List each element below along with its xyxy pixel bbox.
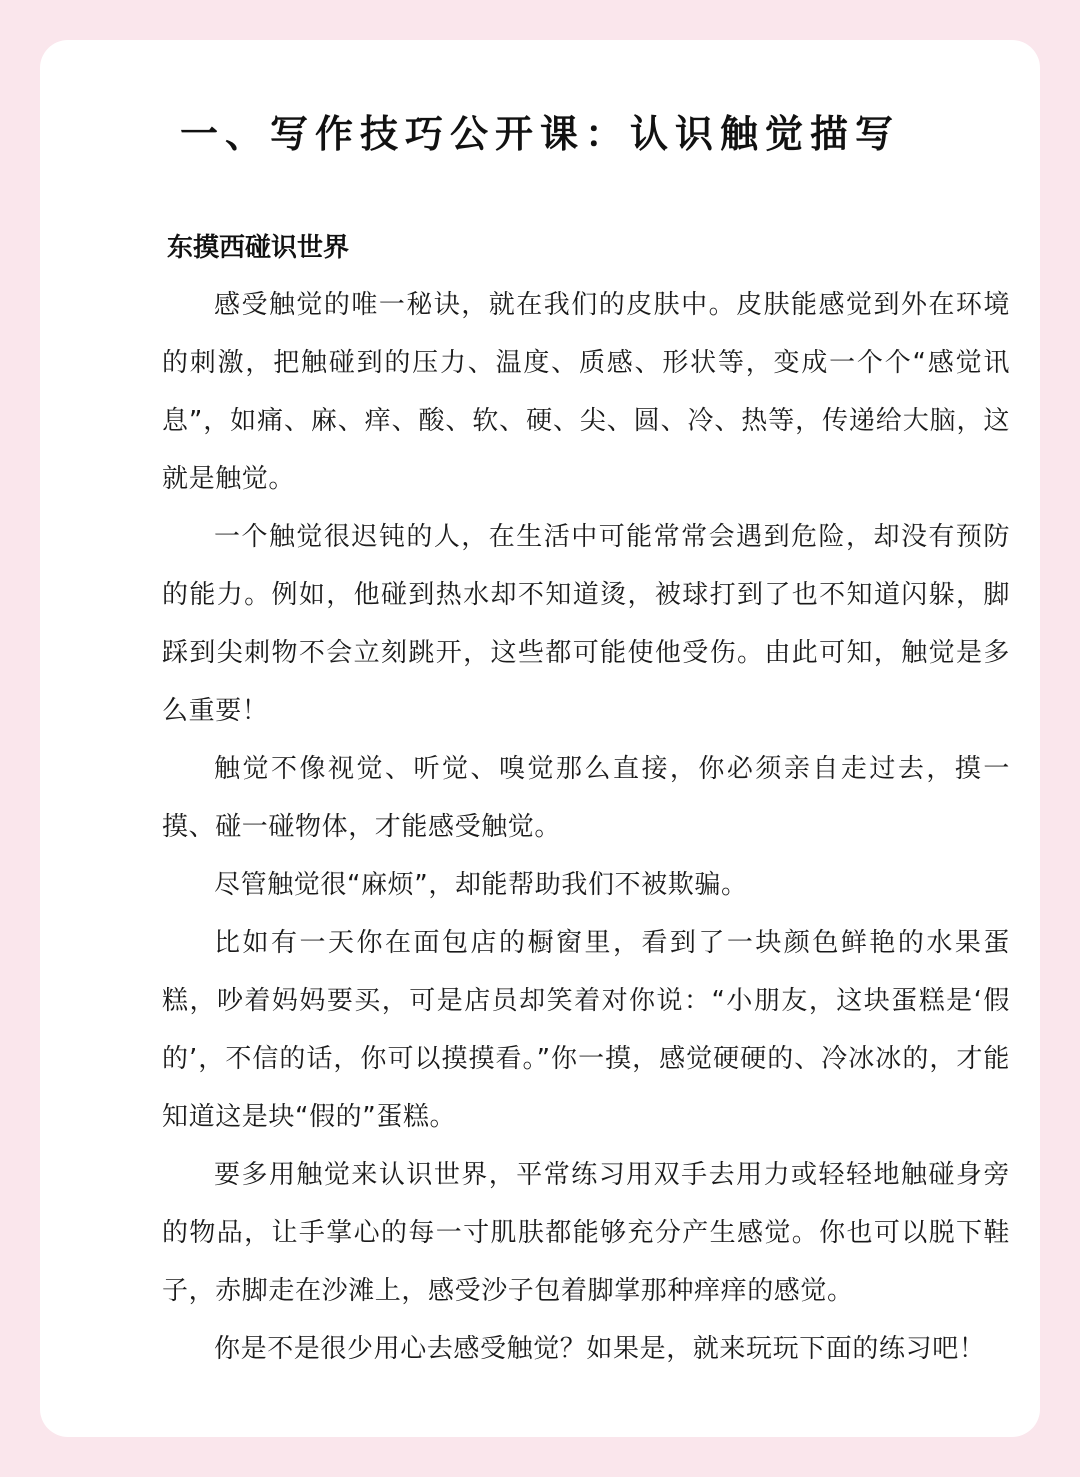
page-title: 一、写作技巧公开课：认识触觉描写 (179, 111, 900, 156)
section-heading: 东摸西碰识世界 (167, 233, 350, 263)
article-body (162, 276, 1010, 1378)
paragraph: 尽管触觉很“麻烦”，却能帮助我们不被欺骗。 (214, 870, 748, 900)
content-card (40, 40, 1040, 1437)
paragraph: 你是不是很少用心去感受触觉？如果是，就来玩玩下面的练习吧！ (214, 1334, 986, 1364)
paragraph: 比如有一天你在面包店的橱窗里，看到了一块颜色鲜艳的水果蛋糕，吵着妈妈要买，可是店员却笑着对你说：“小朋友，这块蛋糕是‘假的’，不信的话，你可以摸摸看。”你一摸，感觉硬硬的、冷冰冰的，才能知道这是块“假的”蛋糕。 (162, 928, 1010, 1132)
paragraph: 触觉不像视觉、听觉、嗅觉那么直接，你必须亲自走过去，摸一摸、碰一碰物体，才能感受触觉。 (162, 754, 1010, 842)
paragraph: 感受触觉的唯一秘诀，就在我们的皮肤中。皮肤能感觉到外在环境的刺激，把触碰到的压力、温度、质感、形状等，变成一个个“感觉讯息”，如痛、麻、痒、酸、软、硬、尖、圆、冷、热等，传递给大脑，这就是触觉。 (162, 290, 1010, 494)
paragraph: 一个触觉很迟钝的人，在生活中可能常常会遇到危险，却没有预防的能力。例如，他碰到热水却不知道烫，被球打到了也不知道闪躲，脚踩到尖刺物不会立刻跳开，这些都可能使他受伤。由此可知，触觉是多么重要！ (162, 522, 1010, 726)
paragraph: 要多用触觉来认识世界，平常练习用双手去用力或轻轻地触碰身旁的物品，让手掌心的每一寸肌肤都能够充分产生感觉。你也可以脱下鞋子，赤脚走在沙滩上，感受沙子包着脚掌那种痒痒的感觉。 (162, 1160, 1010, 1306)
